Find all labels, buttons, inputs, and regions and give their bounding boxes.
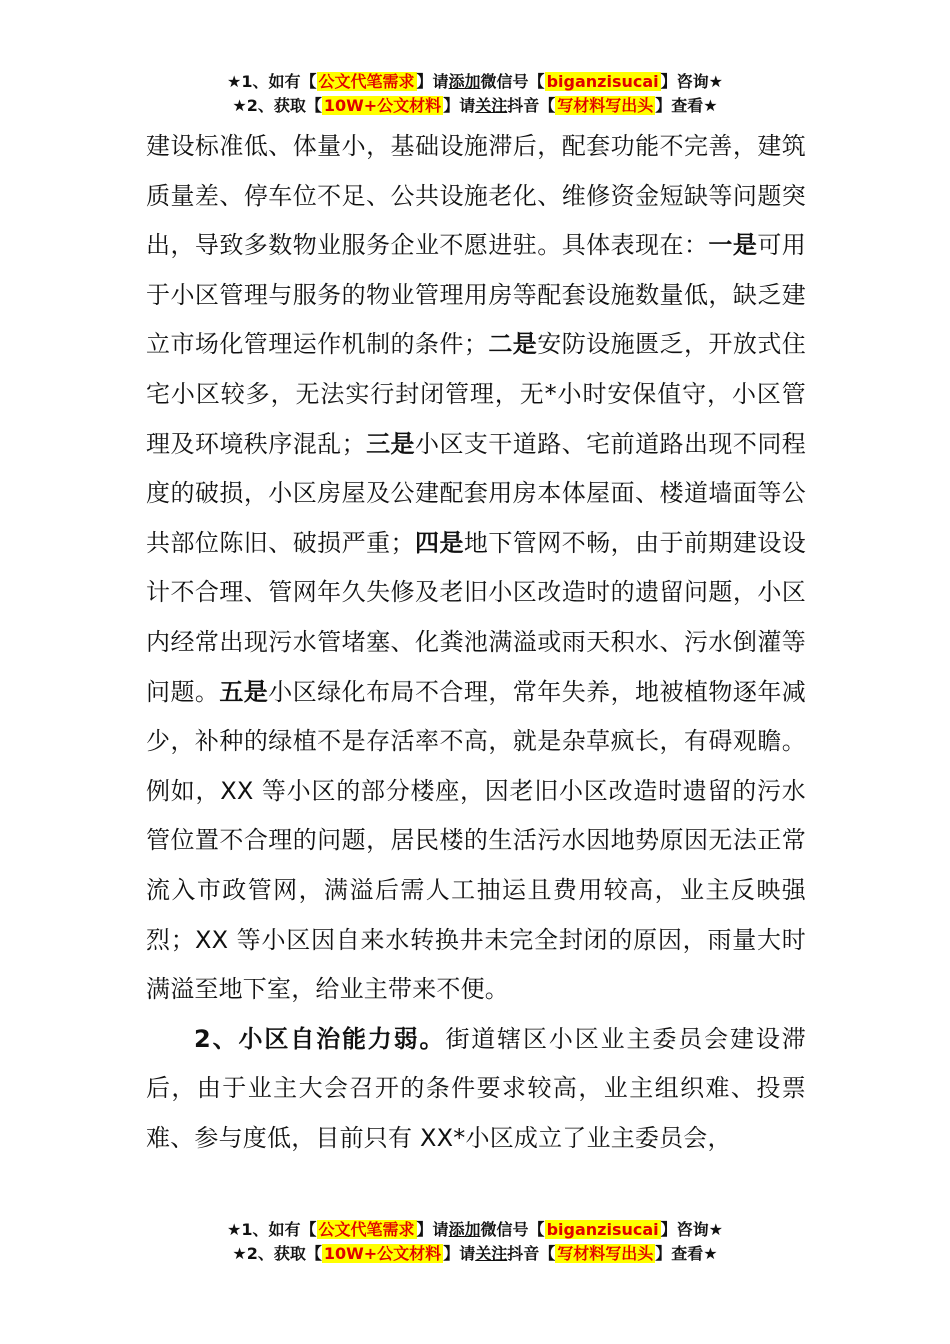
paragraph-text: 小区支干道路、宅前道路出现不同程度的破损，小区房屋及公建配套用房本体屋面、楼道墙面等公共部位陈旧、破损严重； xyxy=(146,429,806,557)
footer-banner xyxy=(0,1218,950,1266)
banner-text: 】请 xyxy=(416,72,449,91)
paragraph-2 xyxy=(146,1015,806,1164)
banner-line-1 xyxy=(0,70,950,94)
banner-text: 微信号【 xyxy=(480,72,545,91)
banner-text: 微信号【 xyxy=(480,1220,545,1239)
paragraph-text: 街道辖区小区业主委员会建设滞后，由于业主大会召开的条件要求较高，业主组织难、投票难、参与度低，目前只有 XX*小区成立了业主委员会， xyxy=(146,1024,806,1152)
section-heading: 2、小区自治能力弱。 xyxy=(194,1024,446,1053)
paragraph-text: 小区绿化布局不合理，常年失养，地被植物逐年减少，补种的绿植不是存活率不高，就是杂草疯长，有碍观瞻。例如，XX 等小区的部分楼座，因老旧小区改造时遗留的污水管位置不合理的问题，居民楼的生活污水因地势原因无法正常流入市政管网，满溢后需人工抽运且费用较高，业主反映强烈；XX 等小区因自来水转换井未完全封闭的原因，雨量大时满溢至地下室，给业主带来不便。 xyxy=(146,677,806,1004)
header-banner xyxy=(0,70,950,118)
banner-highlight: 公文代笔需求 xyxy=(318,72,415,91)
banner-highlight: 公文代笔需求 xyxy=(318,1220,415,1239)
banner-text: ★2、获取【 xyxy=(232,1244,322,1263)
banner-text: ★1、如有【 xyxy=(227,72,317,91)
paragraph-text: 地下管网不畅，由于前期建设设计不合理、管网年久失修及老旧小区改造时的遗留问题，小区内经常出现污水管堵塞、化粪池满溢或雨天积水、污水倒灌等问题。 xyxy=(146,528,806,706)
enum-label: 四是 xyxy=(414,528,464,557)
banner-underline: 添加 xyxy=(448,1220,481,1239)
banner-highlight: biganzisucai xyxy=(546,72,659,91)
banner-underline: 关注 xyxy=(475,1244,508,1263)
paragraph-text: 安防设施匮乏，开放式住宅小区较多，无法实行封闭管理，无*小时安保值守，小区管理及环境秩序混乱； xyxy=(146,330,806,458)
banner-text: 】请 xyxy=(443,1244,476,1263)
paragraph-text: 可用于小区管理与服务的物业管理用房等配套设施数量低，缺乏建立市场化管理运作机制的条件； xyxy=(146,231,806,359)
banner-text: ★2、获取【 xyxy=(232,96,322,115)
banner-underline: 关注 xyxy=(475,96,508,115)
banner-line-2 xyxy=(0,94,950,118)
banner-text: 】请 xyxy=(443,96,476,115)
banner-text: 抖音【 xyxy=(507,96,556,115)
banner-highlight: 10W+公文材料 xyxy=(323,96,442,115)
enum-label: 一是 xyxy=(708,231,758,260)
banner-highlight: 10W+公文材料 xyxy=(323,1244,442,1263)
document-body xyxy=(146,122,806,1163)
banner-underline: 添加 xyxy=(448,72,481,91)
banner-highlight: biganzisucai xyxy=(546,1220,659,1239)
banner-text: 】查看★ xyxy=(655,1244,718,1263)
banner-text: ★1、如有【 xyxy=(227,1220,317,1239)
banner-text: 】咨询★ xyxy=(660,1220,723,1239)
banner-text: 】查看★ xyxy=(655,96,718,115)
banner-line-2 xyxy=(0,1242,950,1266)
banner-text: 】请 xyxy=(416,1220,449,1239)
enum-label: 二是 xyxy=(488,330,538,359)
enum-label: 三是 xyxy=(365,429,415,458)
banner-text: 】咨询★ xyxy=(660,72,723,91)
banner-text: 抖音【 xyxy=(507,1244,556,1263)
banner-highlight: 写材料写出头 xyxy=(557,1244,654,1263)
paragraph-1 xyxy=(146,122,806,1015)
paragraph-text: 建设标准低、体量小，基础设施滞后，配套功能不完善，建筑质量差、停车位不足、公共设施老化、维修资金短缺等问题突出，导致多数物业服务企业不愿进驻。具体表现在： xyxy=(146,132,806,260)
banner-line-1 xyxy=(0,1218,950,1242)
enum-label: 五是 xyxy=(219,677,269,706)
banner-highlight: 写材料写出头 xyxy=(557,96,654,115)
